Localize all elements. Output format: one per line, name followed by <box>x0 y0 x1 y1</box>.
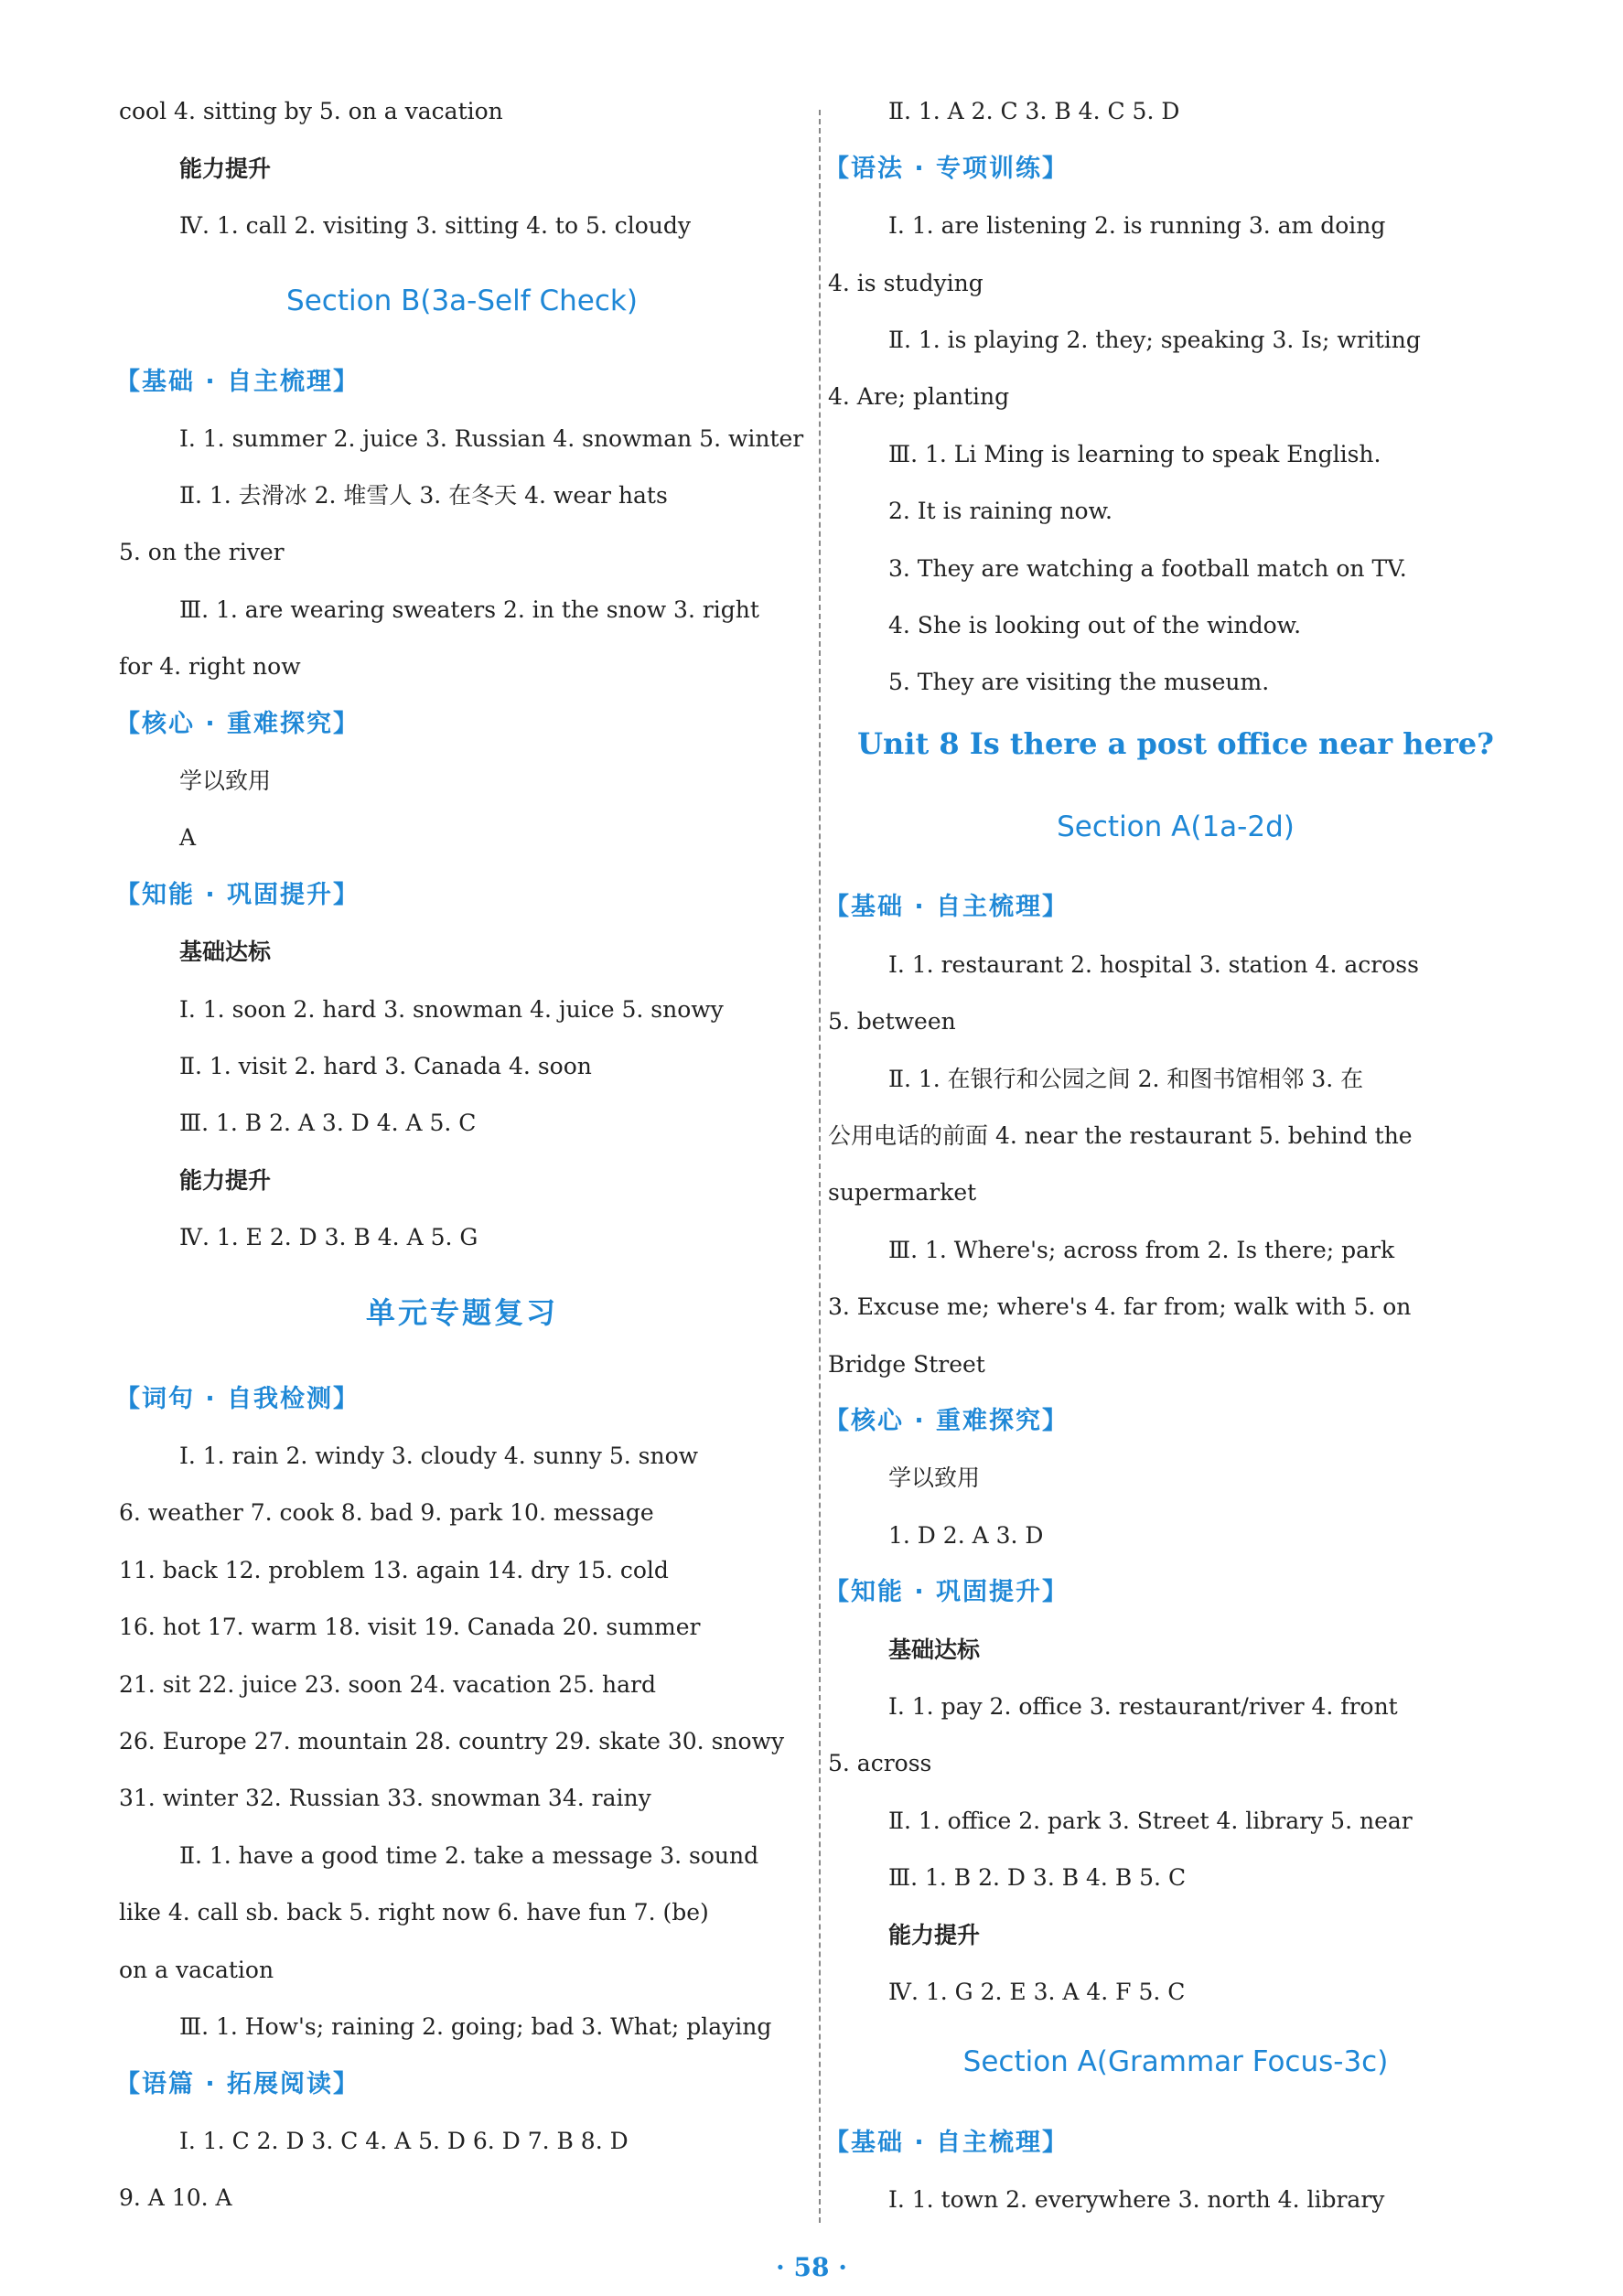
page-number: · 58 · <box>776 2252 847 2282</box>
answer-line: Ⅰ. 1. summer 2. juice 3. Russian 4. snowman 5. winter <box>179 425 804 452</box>
answer-line: 1. D 2. A 3. D <box>888 1522 1044 1549</box>
answer-line: 4. is studying <box>828 270 983 296</box>
subheading: 基础达标 <box>888 1636 981 1663</box>
unit-title: Unit 8 Is there a post office near here? <box>857 726 1494 761</box>
answer-line: Ⅲ. 1. are wearing sweaters 2. in the snow 3. right <box>179 596 759 623</box>
answer-line: Ⅳ. 1. G 2. E 3. A 4. F 5. C <box>888 1979 1186 2005</box>
answer-line: Ⅱ. 1. is playing 2. they; speaking 3. Is; writing <box>888 327 1421 353</box>
answer-line: Ⅱ. 1. have a good time 2. take a message 3. sound <box>179 1842 759 1869</box>
answer-line: 31. winter 32. Russian 33. snowman 34. rainy <box>119 1785 651 1811</box>
answer-line: supermarket <box>828 1179 977 1206</box>
answer-line: 26. Europe 27. mountain 28. country 29. skate 30. snowy <box>119 1728 785 1754</box>
answer-line: Ⅰ. 1. C 2. D 3. C 4. A 5. D 6. D 7. B 8. D <box>179 2128 629 2154</box>
answer-line: cool 4. sitting by 5. on a vacation <box>119 98 503 124</box>
answer-line: Bridge Street <box>828 1351 985 1378</box>
answer-line: 公用电话的前面 4. near the restaurant 5. behind the <box>828 1122 1413 1149</box>
answer-line: like 4. call sb. back 5. right now 6. have fun 7. (be) <box>119 1899 709 1926</box>
answer-line: Ⅲ. 1. B 2. D 3. B 4. B 5. C <box>888 1864 1187 1891</box>
answer-line: Ⅳ. 1. call 2. visiting 3. sitting 4. to 5. cloudy <box>179 212 692 239</box>
answer-line: 16. hot 17. warm 18. visit 19. Canada 20. summer <box>119 1614 701 1640</box>
section-header: 【基础 · 自主梳理】 <box>824 2129 1069 2157</box>
answer-line: Ⅰ. 1. pay 2. office 3. restaurant/river 4. front <box>888 1693 1398 1720</box>
answer-line: Ⅰ. 1. are listening 2. is running 3. am doing <box>888 212 1386 239</box>
section-header: 【知能 · 巩固提升】 <box>824 1578 1069 1606</box>
answer-line: Ⅰ. 1. rain 2. windy 3. cloudy 4. sunny 5. snow <box>179 1443 699 1469</box>
section-header: 【语法 · 专项训练】 <box>824 155 1069 183</box>
answer-line: Ⅲ. 1. Where's; across from 2. Is there; park <box>888 1237 1395 1263</box>
answer-line: 5. across <box>828 1750 932 1776</box>
section-header: 【语篇 · 拓展阅读】 <box>115 2070 360 2098</box>
section-header: 【基础 · 自主梳理】 <box>824 893 1069 921</box>
answer-line: Ⅱ. 1. office 2. park 3. Street 4. library 5. near <box>888 1808 1413 1834</box>
section-title: Section B(3a-Self Check) <box>286 284 638 317</box>
section-title: 单元专题复习 <box>365 1295 558 1330</box>
subheading: 能力提升 <box>179 156 272 182</box>
answer-line: 21. sit 22. juice 23. soon 24. vacation 25. hard <box>119 1671 656 1698</box>
answer-line: 学以致用 <box>179 767 272 794</box>
section-header: 【核心 · 重难探究】 <box>824 1407 1069 1435</box>
answer-line: Ⅱ. 1. 在银行和公园之间 2. 和图书馆相邻 3. 在 <box>888 1066 1364 1092</box>
answer-line: 6. weather 7. cook 8. bad 9. park 10. message <box>119 1499 654 1526</box>
answer-line: 5. on the river <box>119 539 285 565</box>
answer-line: Ⅰ. 1. restaurant 2. hospital 3. station 4. across <box>888 951 1419 978</box>
answer-line: for 4. right now <box>119 653 301 680</box>
answer-line: on a vacation <box>119 1957 274 1983</box>
answer-line: 2. It is raining now. <box>888 498 1112 524</box>
answer-line: Ⅰ. 1. soon 2. hard 3. snowman 4. juice 5. snowy <box>179 996 724 1023</box>
answer-line: 4. Are; planting <box>828 383 1010 410</box>
section-header: 【基础 · 自主梳理】 <box>115 368 360 396</box>
answer-line: Ⅰ. 1. town 2. everywhere 3. north 4. library <box>888 2186 1385 2213</box>
section-title: Section A(1a-2d) <box>1057 810 1295 843</box>
answer-line: A <box>179 824 197 851</box>
answer-line: 3. They are watching a football match on TV. <box>888 555 1407 582</box>
answer-line: Ⅲ. 1. How's; raining 2. going; bad 3. What; playing <box>179 2013 772 2040</box>
answer-line: Ⅱ. 1. 去滑冰 2. 堆雪人 3. 在冬天 4. wear hats <box>179 482 668 509</box>
answer-line: 11. back 12. problem 13. again 14. dry 15. cold <box>119 1557 669 1583</box>
answer-line: 9. A 10. A <box>119 2184 232 2211</box>
subheading: 能力提升 <box>888 1922 981 1948</box>
section-title: Section A(Grammar Focus-3c) <box>962 2045 1389 2078</box>
answer-line: Ⅱ. 1. A 2. C 3. B 4. C 5. D <box>888 98 1180 124</box>
answer-line: Ⅳ. 1. E 2. D 3. B 4. A 5. G <box>179 1224 478 1250</box>
section-header: 【词句 · 自我检测】 <box>115 1385 360 1413</box>
answer-line: 5. between <box>828 1008 956 1035</box>
column-divider <box>819 110 821 2223</box>
section-header: 【核心 · 重难探究】 <box>115 710 360 738</box>
subheading: 基础达标 <box>179 939 272 965</box>
subheading: 能力提升 <box>179 1167 272 1194</box>
answer-line: Ⅱ. 1. visit 2. hard 3. Canada 4. soon <box>179 1053 592 1079</box>
answer-line: 5. They are visiting the museum. <box>888 669 1270 695</box>
answer-line: 3. Excuse me; where's 4. far from; walk with 5. on <box>828 1293 1412 1320</box>
answer-line: 学以致用 <box>888 1465 981 1491</box>
section-header: 【知能 · 巩固提升】 <box>115 881 360 909</box>
answer-line: 4. She is looking out of the window. <box>888 612 1302 638</box>
answer-line: Ⅲ. 1. Li Ming is learning to speak English. <box>888 441 1381 467</box>
answer-line: Ⅲ. 1. B 2. A 3. D 4. A 5. C <box>179 1110 477 1136</box>
